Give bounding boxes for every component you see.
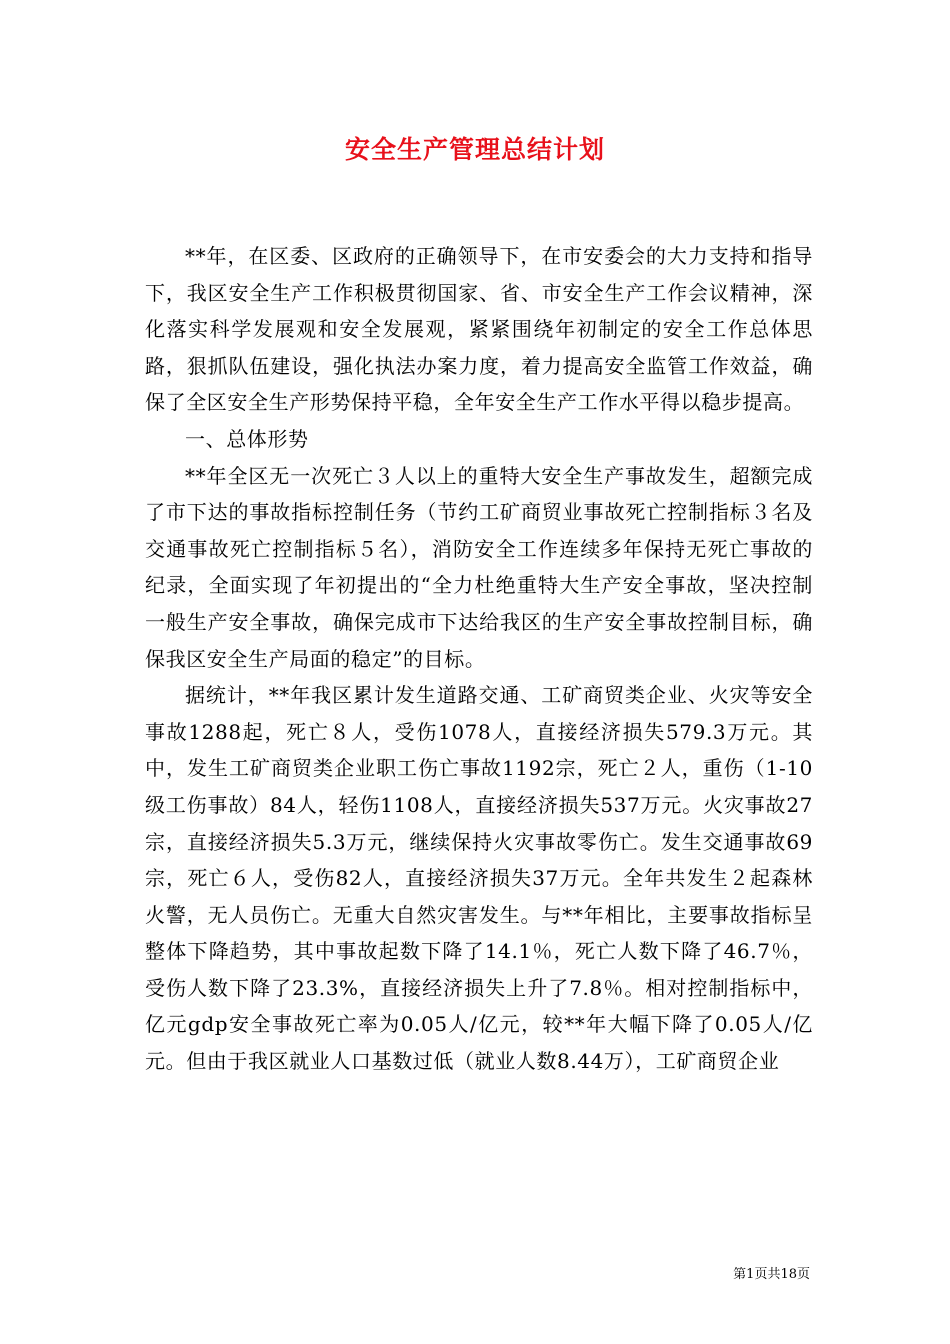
intro-paragraph: **年，在区委、区政府的正确领导下，在市安委会的大力支持和指导下，我区安全生产工作积极贯彻国家、省、市安全生产工作会议精神，深化落实科学发展观和安全发展观，紧紧围绕年初制定的安全工作总体思路，狠抓队伍建设，强化执法办案力度，着力提高安全监管工作效益，确保了全区安全生产形势保持平稳，全年安全生产工作水平得以稳步提高。: [145, 244, 813, 415]
overall-situation-paragraph: **年全区无一次死亡３人以上的重特大安全生产事故发生，超额完成了市下达的事故指标控制任务（节约工矿商贸业事故死亡控制指标３名及交通事故死亡控制指标５名），消防安全工作连续多年保持无死亡事故的纪录，全面实现了年初提出的“全力杜绝重特大生产安全事故，坚决控制一般生产安全事故，确保完成市下达给我区的生产安全事故控制目标，确保我区安全生产局面的稳定”的目标。: [145, 463, 813, 671]
document-body: [145, 238, 813, 1080]
document-title: 安全生产管理总结计划: [344, 135, 605, 164]
page-number: 第1页共18页: [733, 1267, 810, 1282]
section-heading-overall-situation: 一、总体形势: [185, 426, 309, 451]
statistics-paragraph: 据统计，**年我区累计发生道路交通、工矿商贸类企业、火灾等安全事故1288起，死亡８人，受伤1078人，直接经济损失579.3万元。其中，发生工矿商贸类企业职工伤亡事故1192宗，死亡２人，重伤（1-10级工伤事故）84人，轻伤1108人，直接经济损失537万元。火灾事故27宗，直接经济损失5.3万元，继续保持火灾事故零伤亡。发生交通事故69宗，死亡６人，受伤82人，直接经济损失37万元。全年共发生２起森林火警，无人员伤亡。无重大自然灾害发生。与**年相比，主要事故指标呈整体下降趋势，其中事故起数下降了14.1％，死亡人数下降了46.7％，受伤人数下降了23.3%，直接经济损失上升了7.8％。相对控制指标中，亿元gdp安全事故死亡率为0.05人/亿元，较**年大幅下降了0.05人/亿元。但由于我区就业人口基数过低（就业人数8.44万），工矿商贸企业: [145, 683, 813, 1074]
